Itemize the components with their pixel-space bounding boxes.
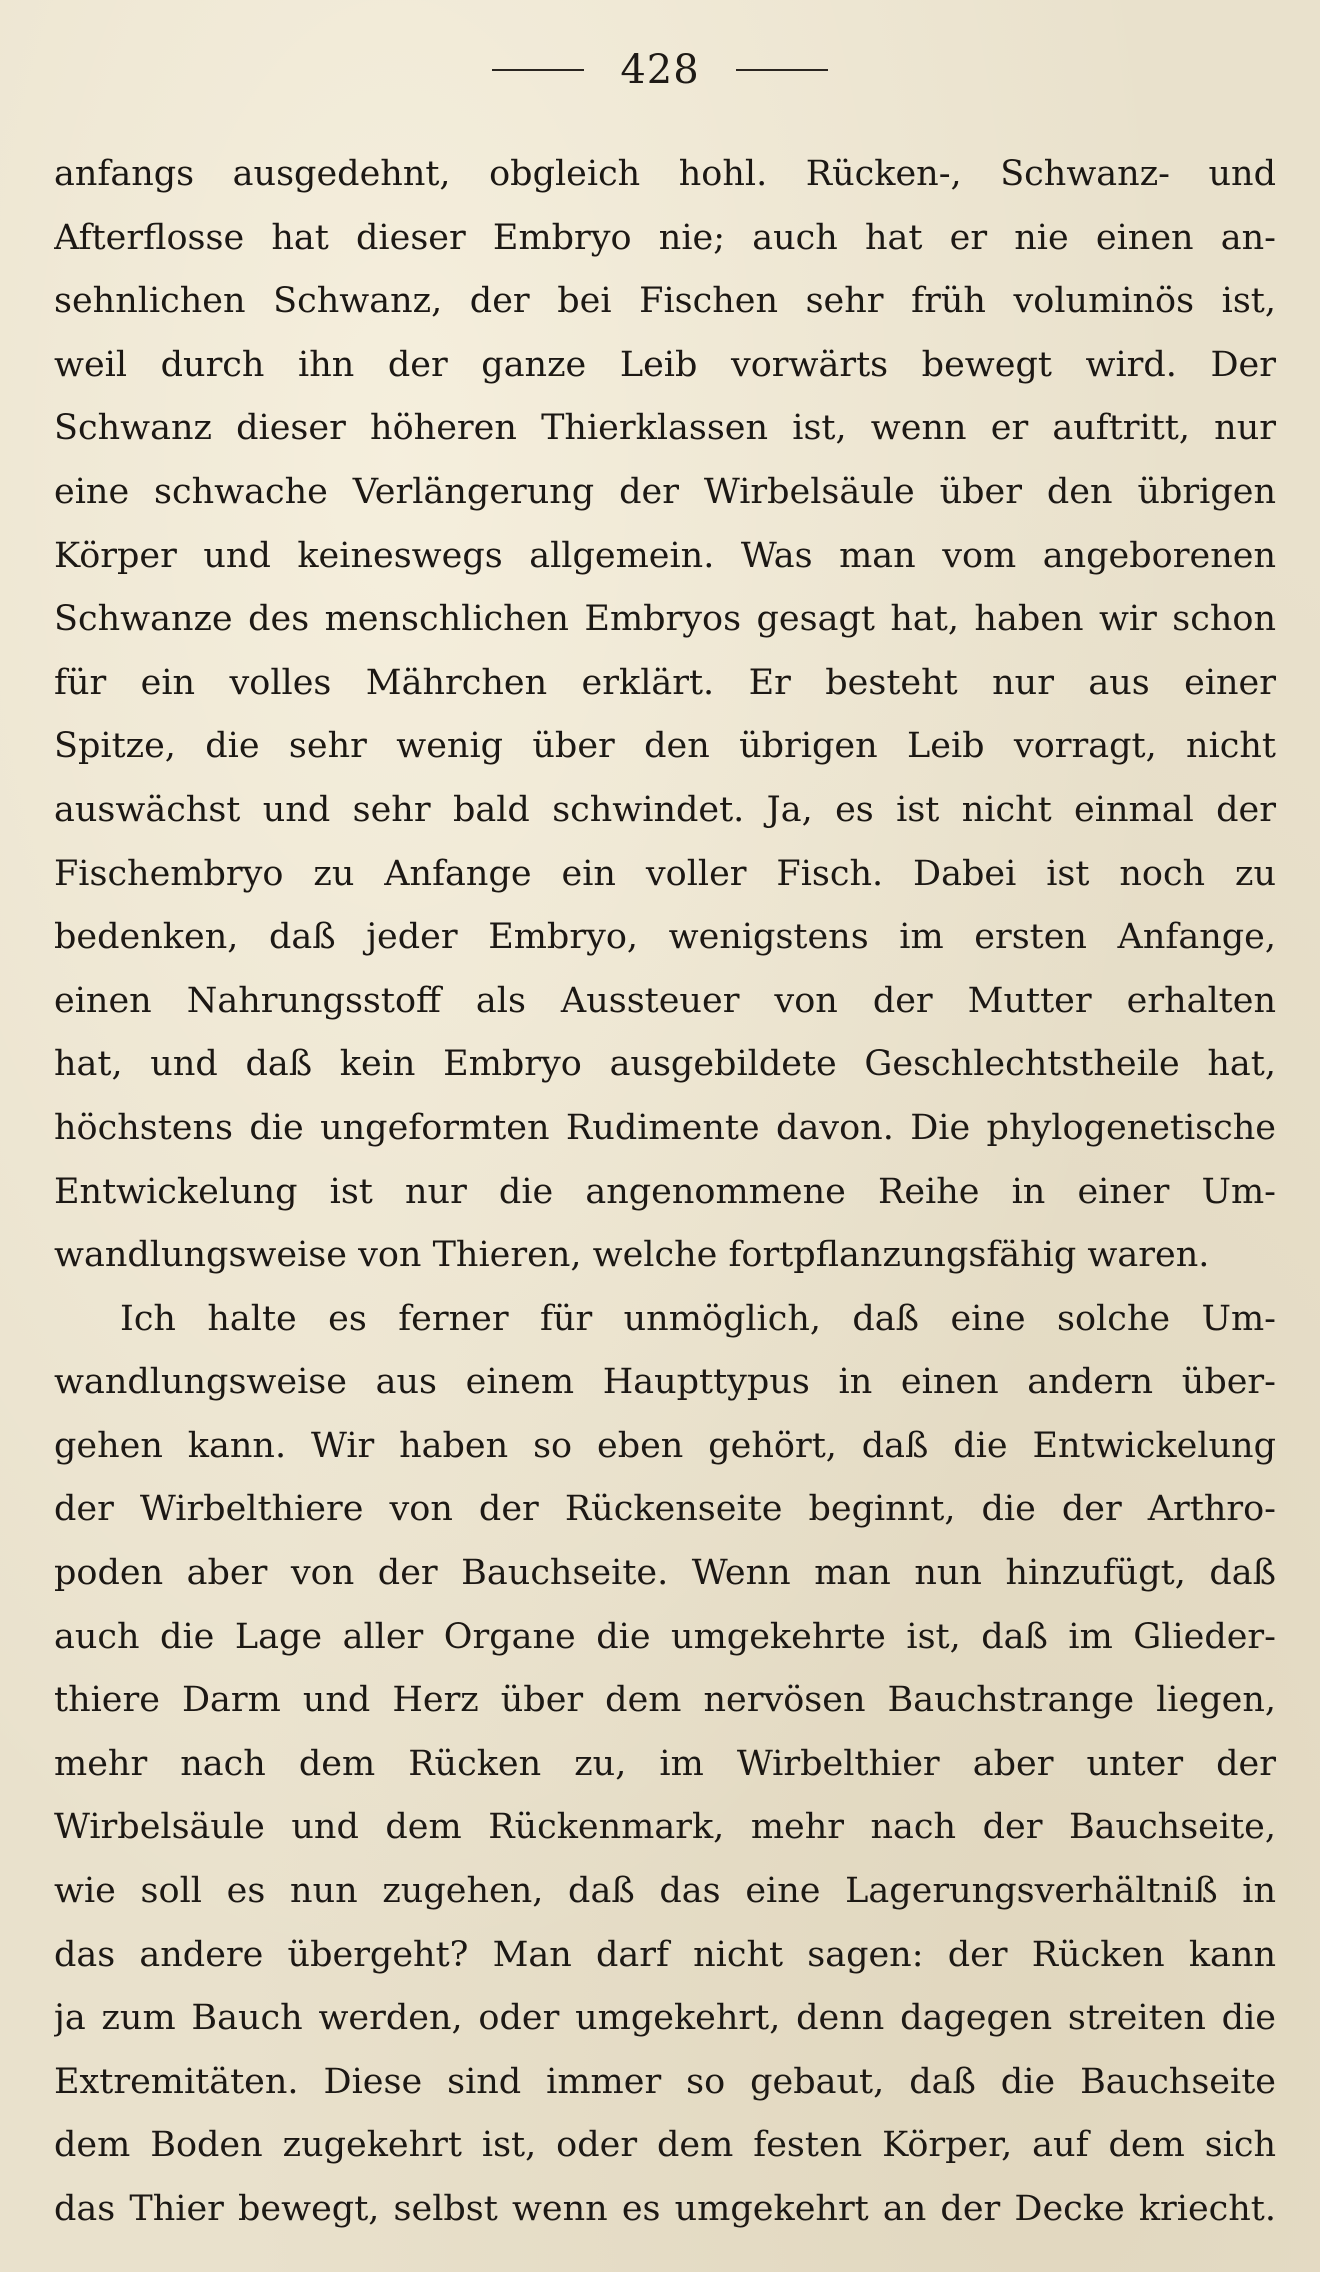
text-line: Körper und keineswegs allgemein. Was man vom angeborenen xyxy=(54,535,1276,576)
text-line: wandlungsweise von Thieren, welche fortpflanzungsfähig waren. xyxy=(54,1235,1210,1276)
text-line: anfangs ausgedehnt, obgleich hohl. Rücken-, Schwanz- und xyxy=(54,154,1276,194)
text-line: einen Nahrungsstoff als Aussteuer von der Mutter erhalten xyxy=(54,980,1276,1021)
text-line: Wirbelsäule und dem Rückenmark, mehr nach der Bauchseite, xyxy=(54,1807,1276,1848)
text-line: Schwanze des menschlichen Embryos gesagt hat, haben wir schon xyxy=(54,599,1276,640)
text-line: Fischembryo zu Anfange ein voller Fisch. Dabei ist noch zu xyxy=(54,853,1276,894)
text-line: Ich halte es ferner für unmöglich, daß eine solche Um- xyxy=(120,1298,1276,1339)
text-line: Extremitäten. Diese sind immer so gebaut, daß die Bauchseite xyxy=(54,2061,1276,2102)
text-line: auch die Lage aller Organe die umgekehrte ist, daß im Glieder- xyxy=(54,1616,1276,1657)
text-line: hat, und daß kein Embryo ausgebildete Geschlechtstheile hat, xyxy=(54,1044,1276,1085)
text-line: weil durch ihn der ganze Leib vorwärts bewegt wird. Der xyxy=(54,344,1276,385)
text-line: höchstens die ungeformten Rudimente davon. Die phylogenetische xyxy=(54,1107,1276,1148)
text-line: ja zum Bauch werden, oder umgekehrt, denn dagegen streiten die xyxy=(54,1998,1276,2039)
text-line: wie soll es nun zugehen, daß das eine Lagerungsverhältniß in xyxy=(54,1871,1276,1912)
text-line: Afterflosse hat dieser Embryo nie; auch hat er nie einen an- xyxy=(54,217,1276,258)
text-line: gehen kann. Wir haben so eben gehört, daß die Entwickelung xyxy=(54,1425,1276,1466)
header-rule-left xyxy=(492,69,584,71)
body-text xyxy=(54,143,1276,2242)
text-line: dem Boden zugekehrt ist, oder dem festen Körper, auf dem sich xyxy=(54,2125,1276,2166)
text-line: das Thier bewegt, selbst wenn es umgekehrt an der Decke kriecht. xyxy=(54,2189,1276,2229)
text-line: thiere Darm und Herz über dem nervösen Bauchstrange liegen, xyxy=(54,1680,1276,1721)
text-line: sehnlichen Schwanz, der bei Fischen sehr früh voluminös ist, xyxy=(54,281,1276,322)
text-line: Spitze, die sehr wenig über den übrigen Leib vorragt, nicht xyxy=(54,726,1276,767)
text-line: bedenken, daß jeder Embryo, wenigstens im ersten Anfange, xyxy=(54,917,1276,958)
text-line: der Wirbelthiere von der Rückenseite beginnt, die der Arthro- xyxy=(54,1489,1276,1530)
page-header xyxy=(0,40,1320,100)
page-number: 428 xyxy=(620,47,700,93)
text-line: Entwickelung ist nur die angenommene Reihe in einer Um- xyxy=(54,1171,1276,1212)
text-line: poden aber von der Bauchseite. Wenn man nun hinzufügt, daß xyxy=(54,1553,1276,1594)
text-line: für ein volles Mährchen erklärt. Er besteht nur aus einer xyxy=(54,662,1276,703)
text-line: wandlungsweise aus einem Haupttypus in einen andern über- xyxy=(54,1362,1276,1403)
text-line: Schwanz dieser höheren Thierklassen ist, wenn er auftritt, nur xyxy=(54,408,1276,449)
text-line: das andere übergeht? Man darf nicht sagen: der Rücken kann xyxy=(54,1934,1276,1975)
text-line: auswächst und sehr bald schwindet. Ja, es ist nicht einmal der xyxy=(54,789,1276,830)
text-line: eine schwache Verlängerung der Wirbelsäule über den übrigen xyxy=(54,471,1276,512)
text-line: mehr nach dem Rücken zu, im Wirbelthier aber unter der xyxy=(54,1743,1276,1784)
header-rule-right xyxy=(736,69,828,71)
